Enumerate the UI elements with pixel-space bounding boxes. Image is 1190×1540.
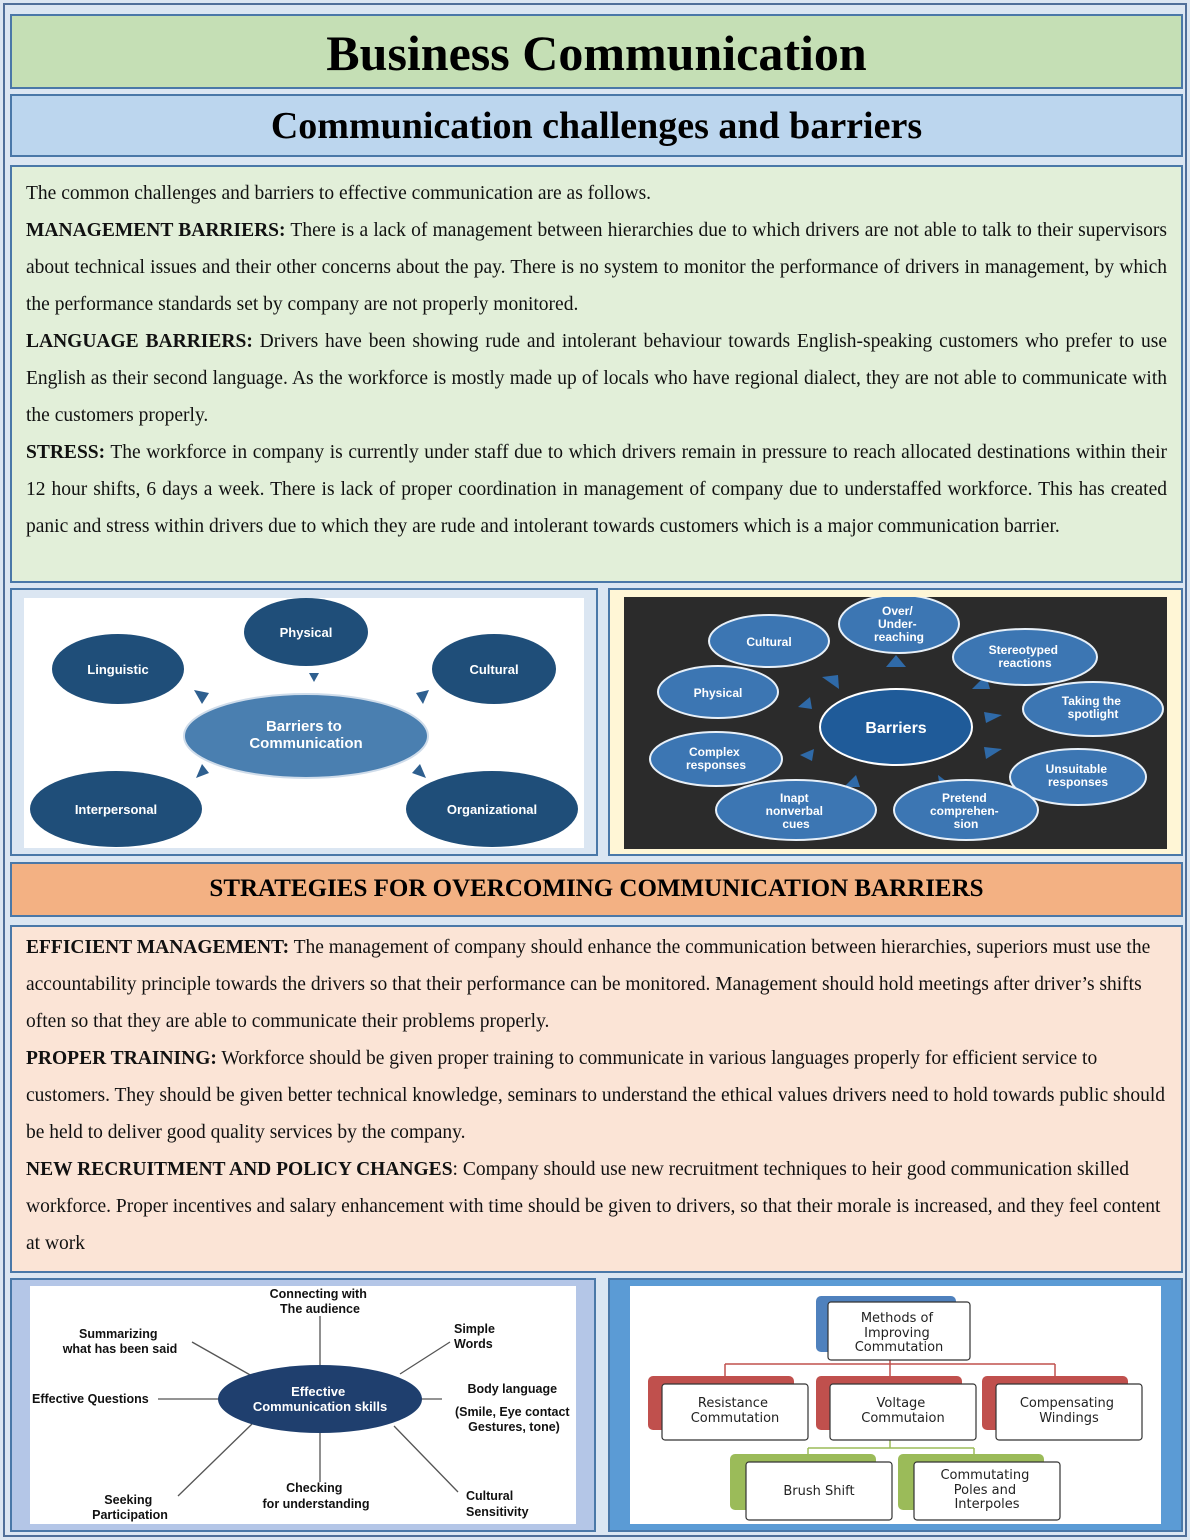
root-label: Methods of Improving Commutation: [854, 1311, 944, 1355]
communication-skills-diagram-panel: [10, 1278, 596, 1532]
paragraph-label: STRESS:: [26, 442, 106, 463]
node-linguistic: Linguistic: [87, 662, 149, 677]
stress-paragraph: [26, 434, 1167, 545]
method-commutating-poles: Commutating Poles and Interpoles: [940, 1468, 1030, 1512]
paragraph-label: EFFICIENT MANAGEMENT:: [26, 937, 290, 958]
commutation-methods-diagram: [630, 1286, 1161, 1524]
node-inapt-nonverbal-cues: Inapt nonverbal cues: [765, 791, 824, 831]
efficient-management-paragraph: [26, 929, 1167, 1040]
communication-skills-diagram: [30, 1286, 576, 1524]
subtitle-banner: [10, 94, 1183, 157]
paragraph-text: The workforce in company is currently under staff due to which drivers remain in pressure to reach allocated destinations within their 12 hour shifts, 6 days a week. There is lack of proper coordination in management of company due to understaffed workforce. This has created panic and stress within drivers due to which they are rude and intolerant towards customers which is a major communication barrier.: [26, 442, 1167, 537]
title-banner: [10, 14, 1183, 89]
node-complex-responses: Complex responses: [685, 745, 747, 772]
node-taking-the-spotlight: Taking the spotlight: [1061, 694, 1121, 721]
page-title: Business Communication: [326, 25, 867, 81]
paragraph-text: There is a lack of management between hierarchies due to which drivers are not able to talk to their supervisors about technical issues and their other concerns about the pay. There is no system to monitor the performance of drivers in management, by which the performance standards set by company are not properly monitored.: [26, 220, 1167, 315]
method-compensating-windings: Compensating Windings: [1019, 1396, 1114, 1426]
paragraph-text: : Company should use new recruitment techniques to heir good communication skilled workforce. Proper incentives and salary enhancement with time should be given to drivers, so that their morale is increased, and they feel content at work: [26, 1159, 1161, 1254]
proper-training-paragraph: [26, 1040, 1167, 1151]
paragraph-label: MANAGEMENT BARRIERS:: [26, 220, 286, 241]
node-cultural: Cultural: [746, 635, 792, 649]
method-brush-shift: Brush Shift: [783, 1484, 855, 1499]
node-unsuitable-responses: Unsuitable responses: [1045, 762, 1109, 789]
paragraph-label: NEW RECRUITMENT AND POLICY CHANGES: [26, 1159, 453, 1180]
barriers-intro: The common challenges and barriers to effective communication are as follows.: [26, 183, 652, 204]
skill-body-language: Body language (Smile, Eye contact Gestures, tone): [454, 1382, 570, 1434]
commutation-methods-diagram-panel: [608, 1278, 1183, 1532]
section-title: Communication challenges and barriers: [270, 105, 923, 147]
skill-connecting: Connecting with The audience: [269, 1287, 367, 1316]
skill-summarizing: Summarizing what has been said: [62, 1327, 178, 1356]
paragraph-label: LANGUAGE BARRIERS:: [26, 331, 253, 352]
method-voltage-commutation: Voltage Commutaion: [861, 1396, 945, 1426]
center-label: Barriers to Communication: [249, 718, 363, 752]
skill-seeking-participation: Seeking Participation: [92, 1493, 168, 1522]
recruitment-policy-paragraph: [26, 1151, 1167, 1262]
paragraph-text: Workforce should be given proper training to communicate in various languages properly for efficient service to customers. They should be given better technical knowledge, seminars to understand the ethical values drivers need to hold towards public should be held to deliver good quality services by the company.: [26, 1048, 1166, 1143]
center-label: Barriers: [865, 720, 927, 737]
skill-effective-questions: Effective Questions: [32, 1392, 149, 1406]
paragraph-label: PROPER TRAINING:: [26, 1048, 217, 1069]
node-stereotyped-reactions: Stereotyped reactions: [988, 643, 1059, 670]
barriers-circle-diagram-panel: [608, 588, 1183, 856]
paragraph-text: Drivers have been showing rude and intolerant behaviour towards English-speaking customers who prefer to use English as their second language. As the workforce is mostly made up of locals who have regional dialect, they are not able to communicate with the customers properly.: [26, 331, 1167, 426]
center-label: Effective Communication skills: [252, 1384, 388, 1414]
barriers-circle-diagram: [624, 597, 1167, 849]
skill-cultural-sensitivity: Cultural Sensitivity: [466, 1489, 529, 1519]
node-interpersonal: Interpersonal: [74, 802, 158, 817]
node-pretend-comprehension: Pretend comprehen- sion: [929, 791, 999, 831]
node-cultural: Cultural: [469, 662, 519, 677]
strategies-section: [10, 925, 1183, 1273]
method-resistance-commutation: Resistance Commutation: [690, 1396, 780, 1426]
node-over-under-reaching: Over/ Under- reaching: [873, 604, 925, 644]
barriers-diagram: [24, 598, 584, 848]
strategies-banner: [10, 862, 1183, 917]
paragraph-text: The management of company should enhance the communication between hierarchies, superiors must use the accountability principle towards the drivers so that their performance can be monitored. Management should hold meetings after driver’s shifts often so that they are able to communicate their problems properly.: [26, 937, 1151, 1032]
node-physical: Physical: [279, 625, 333, 640]
skill-checking-understanding: Checking for understanding: [262, 1481, 370, 1511]
skill-simple-words: Simple Words: [454, 1322, 495, 1351]
node-organizational: Organizational: [446, 802, 538, 817]
barriers-diagram-panel: [10, 588, 598, 856]
language-barriers-paragraph: [26, 323, 1167, 434]
management-barriers-paragraph: [26, 212, 1167, 323]
node-physical: Physical: [693, 686, 743, 700]
barriers-section: [10, 165, 1183, 583]
strategies-heading: STRATEGIES FOR OVERCOMING COMMUNICATION BARRIERS: [209, 875, 984, 902]
